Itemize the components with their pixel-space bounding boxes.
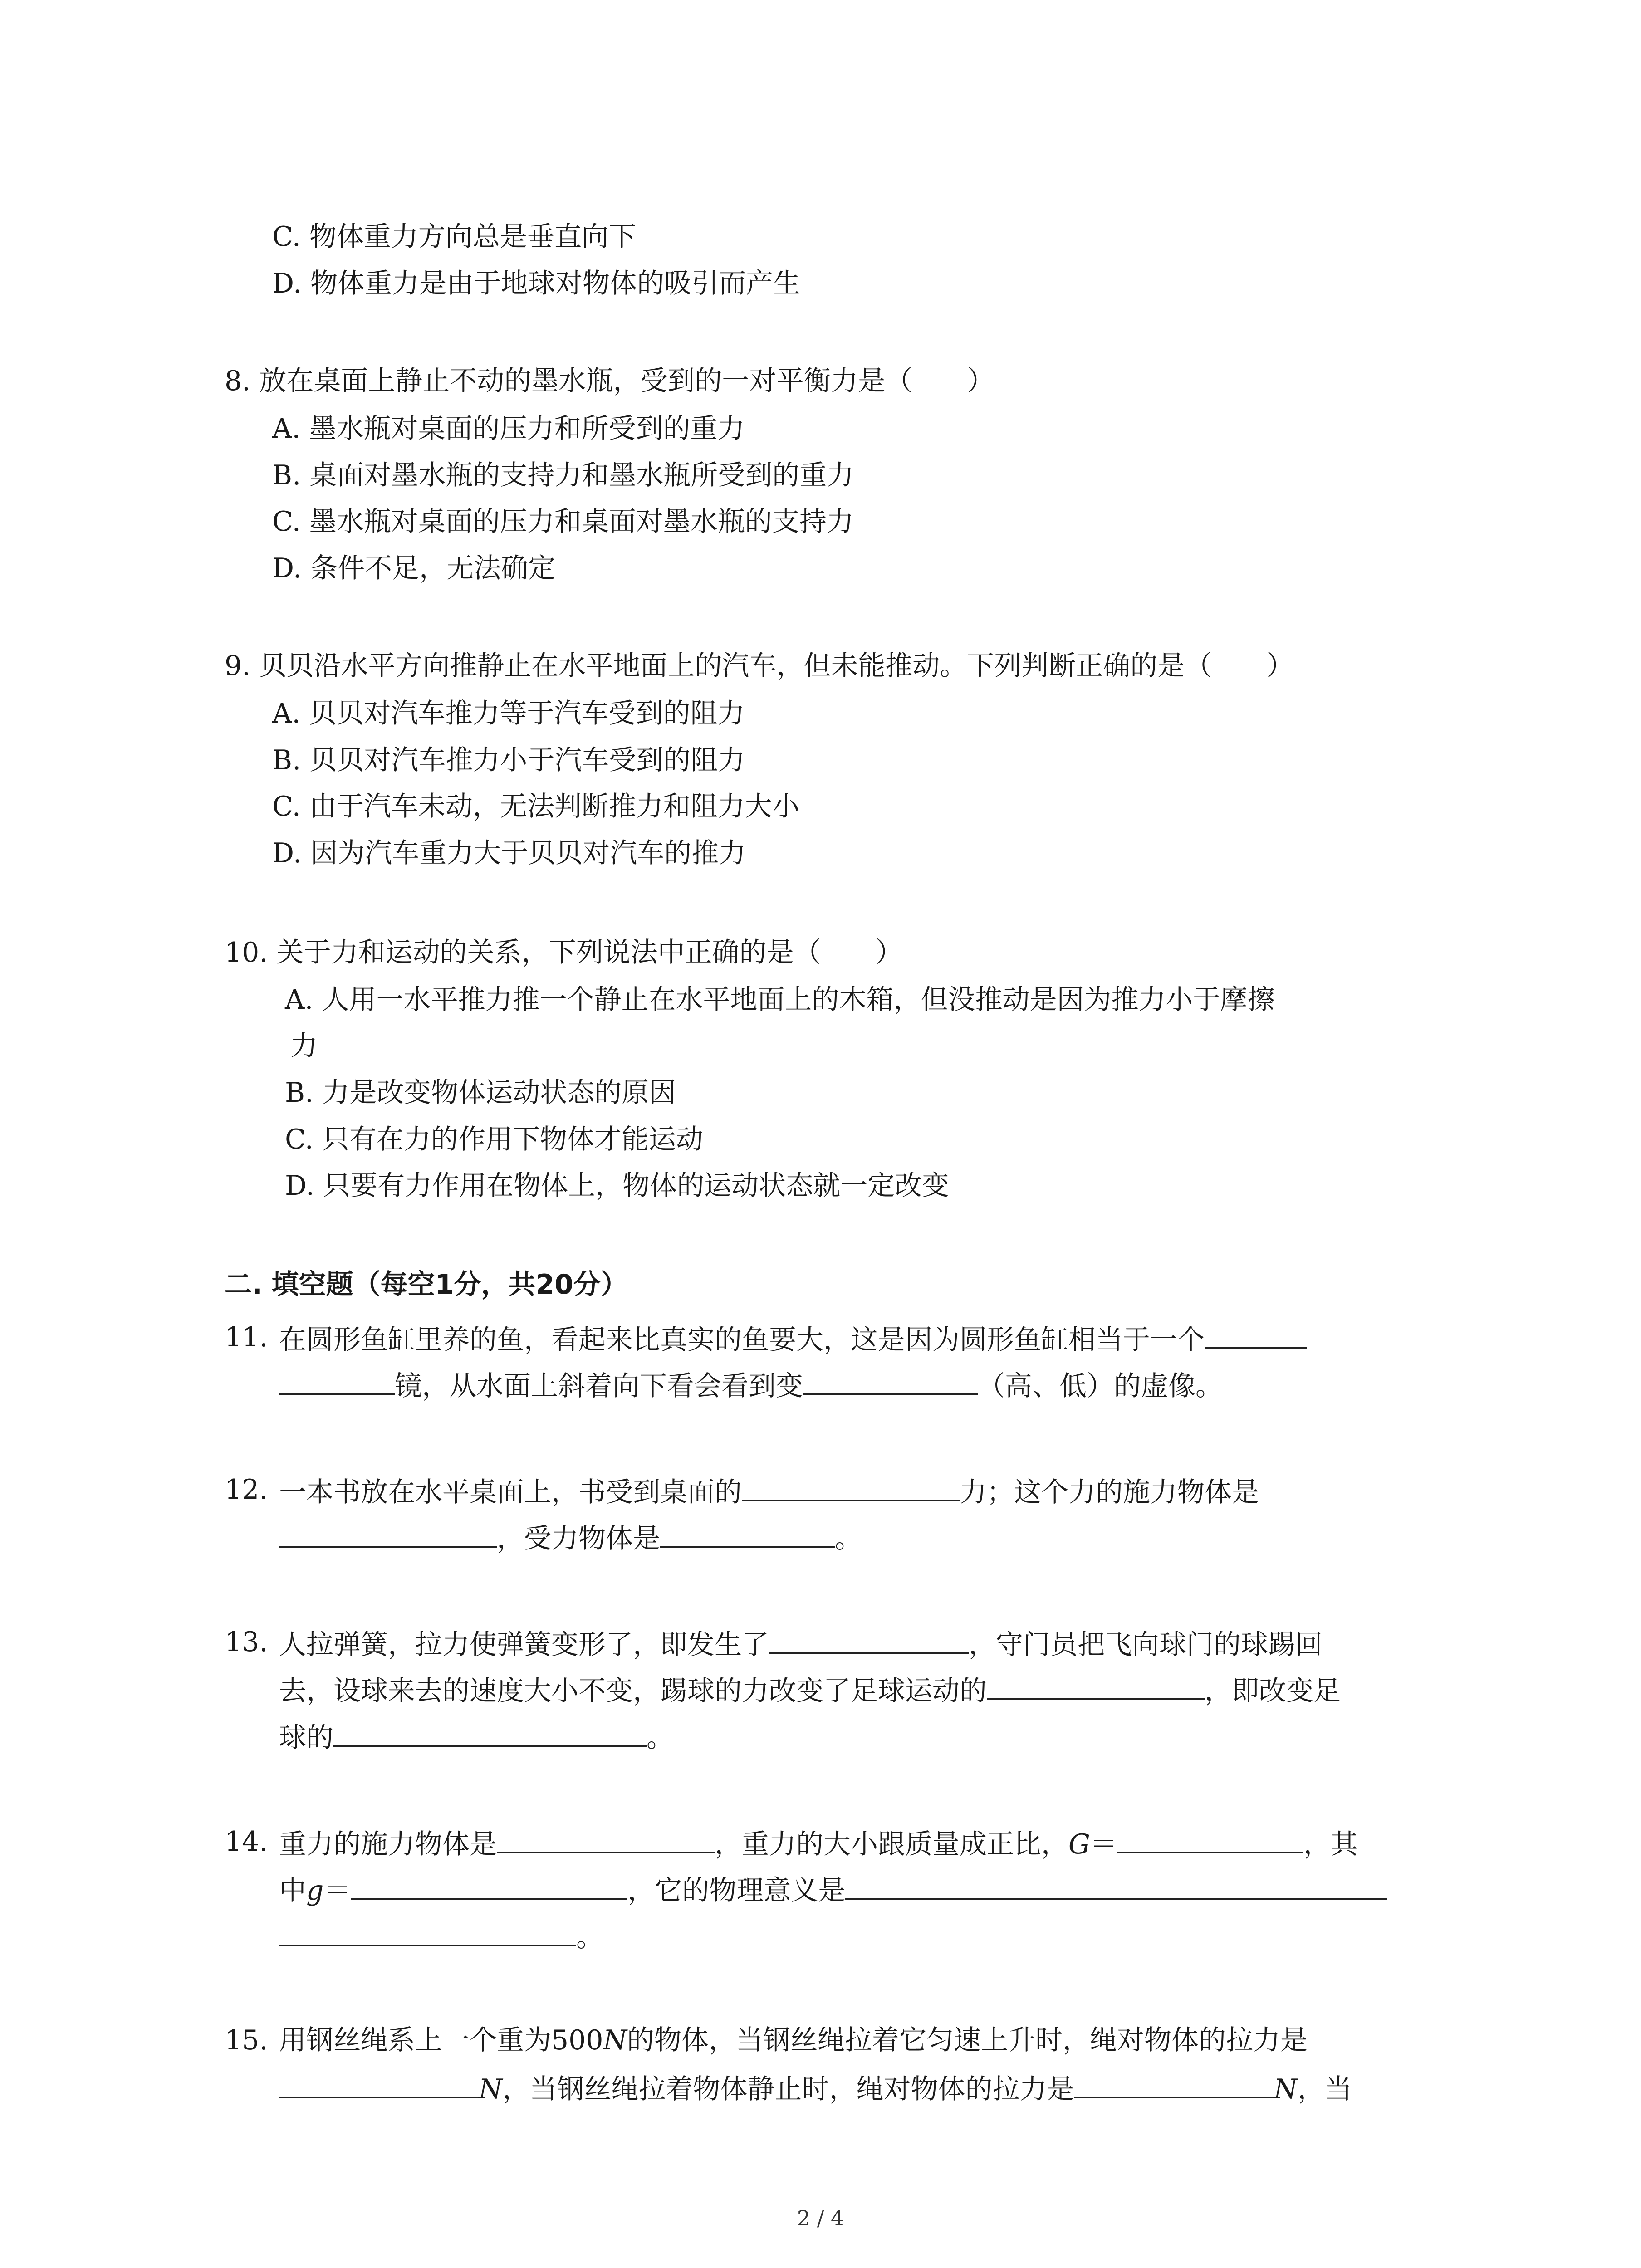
q14-symbol-g-lower: g [306,1875,324,1906]
q13-text-2: ，守门员把飞向球门的球踢回 [969,1629,1323,1661]
q9-option-c: C. 由于汽车未动，无法判断推力和阻力大小 [272,791,799,822]
q8-option-d: D. 条件不足，无法确定 [272,552,556,584]
q13-text-1: 人拉弹簧，拉力使弹簧变形了，即发生了 [279,1629,769,1661]
q14-blank-4[interactable] [845,1870,1387,1900]
q14-line-3 [279,1916,603,1955]
q10-option-b: B. 力是改变物体运动状态的原因 [285,1077,676,1109]
q13-line-2 [279,1670,1341,1709]
q13-line-1 [279,1624,1323,1663]
q11-line-1 [279,1319,1307,1358]
q12-line-2 [279,1518,862,1557]
q14-equals-1: ＝ [1090,1828,1117,1860]
q14-text-6: 。 [576,1921,603,1953]
q14-text-2: ，重力的大小跟质量成正比， [715,1828,1068,1860]
q12-blank-1[interactable] [742,1471,960,1501]
q12-text-4: 。 [835,1523,862,1554]
q11-blank-2[interactable] [803,1365,978,1395]
q10-option-a: A. 人用一水平推力推一个静止在水平地面上的木箱，但没推动是因为推力小于摩擦 [285,984,1275,1016]
q15-blank-2[interactable] [1074,2068,1274,2098]
q13-blank-3[interactable] [333,1717,647,1747]
q12-text-2: 力；这个力的施力物体是 [960,1476,1259,1508]
q15-text-4: ，当 [1298,2073,1352,2105]
q13-blank-2[interactable] [987,1670,1205,1700]
q12-number: 12. [225,1474,268,1505]
q10-option-a-continuation: 力 [290,1030,318,1062]
page-number: 2 / 4 [797,2206,844,2230]
q14-line-1 [279,1823,1358,1862]
q11-blank-1[interactable] [1205,1319,1307,1349]
q14-blank-1[interactable] [497,1823,715,1853]
q14-blank-3[interactable] [351,1870,627,1900]
q12-text-1: 一本书放在水平桌面上，书受到桌面的 [279,1476,742,1508]
q12-line-1 [279,1471,1259,1510]
q14-number: 14. [225,1826,268,1857]
q14-blank-2[interactable] [1117,1823,1303,1853]
q13-text-4: ，即改变足 [1205,1675,1341,1707]
q12-blank-3[interactable] [660,1518,835,1548]
q8-option-c: C. 墨水瓶对桌面的压力和桌面对墨水瓶的支持力 [272,506,854,538]
q14-symbol-g-upper: G [1068,1828,1090,1860]
q13-line-3 [279,1717,674,1756]
q14-text-4: 中 [279,1875,306,1906]
q7-option-c: C. 物体重力方向总是垂直向下 [272,221,636,253]
q9-option-b: B. 贝贝对汽车推力小于汽车受到的阻力 [272,744,745,776]
q9-option-d: D. 因为汽车重力大于贝贝对汽车的推力 [272,837,746,869]
q14-blank-4-continued[interactable] [279,1916,576,1946]
q15-text-1: 用钢丝绳系上一个重为500 [279,2024,603,2056]
q9-stem: 9. 贝贝沿水平方向推静止在水平地面上的汽车，但未能推动。下列判断正确的是（ ） [225,650,1294,682]
q13-text-6: 。 [647,1722,674,1754]
q15-unit-n-2: N [479,2073,503,2105]
q14-text-1: 重力的施力物体是 [279,1828,497,1860]
q11-text-3: （高、低）的虚像。 [978,1370,1223,1402]
q11-blank-1-continued[interactable] [279,1365,395,1395]
q15-unit-n-1: N [603,2024,627,2056]
q10-stem: 10. 关于力和运动的关系，下列说法中正确的是（ ） [225,937,903,968]
q15-number: 15. [225,2024,268,2056]
q15-line-2 [279,2068,1352,2107]
q15-unit-n-3: N [1274,2073,1298,2105]
q14-equals-2: ＝ [323,1875,351,1906]
q14-text-3: ，其 [1303,1828,1358,1860]
section-heading-fill-in: 二. 填空题（每空1分，共20分） [225,1269,628,1300]
q15-text-2: 的物体，当钢丝绳拉着它匀速上升时，绳对物体的拉力是 [627,2024,1308,2056]
q13-text-5: 球的 [279,1722,333,1754]
q14-line-2 [279,1870,1387,1909]
q14-text-5: ，它的物理意义是 [627,1875,846,1906]
q15-blank-1[interactable] [279,2068,479,2098]
q10-option-d: D. 只要有力作用在物体上，物体的运动状态就一定改变 [285,1170,950,1202]
q13-number: 13. [225,1626,268,1658]
q8-stem: 8. 放在桌面上静止不动的墨水瓶，受到的一对平衡力是（ ） [225,365,994,397]
q9-option-a: A. 贝贝对汽车推力等于汽车受到的阻力 [272,698,745,729]
q11-number: 11. [225,1321,268,1353]
q12-blank-2[interactable] [279,1518,497,1548]
q15-text-3: ，当钢丝绳拉着物体静止时，绳对物体的拉力是 [502,2073,1074,2105]
q7-option-d: D. 物体重力是由于地球对物体的吸引而产生 [272,268,801,299]
q13-text-3: 去，设球来去的速度大小不变，踢球的力改变了足球运动的 [279,1675,987,1707]
q10-option-c: C. 只有在力的作用下物体才能运动 [285,1124,703,1155]
q11-text-1: 在圆形鱼缸里养的鱼，看起来比真实的鱼要大，这是因为圆形鱼缸相当于一个 [279,1324,1205,1356]
q13-blank-1[interactable] [769,1624,969,1654]
q8-option-b: B. 桌面对墨水瓶的支持力和墨水瓶所受到的重力 [272,459,854,491]
q8-option-a: A. 墨水瓶对桌面的压力和所受到的重力 [272,413,745,445]
q12-text-3: ，受力物体是 [497,1523,660,1554]
q11-text-2: 镜，从水面上斜着向下看会看到变 [395,1370,803,1402]
q15-line-1 [279,2022,1308,2058]
q11-line-2 [279,1365,1223,1404]
